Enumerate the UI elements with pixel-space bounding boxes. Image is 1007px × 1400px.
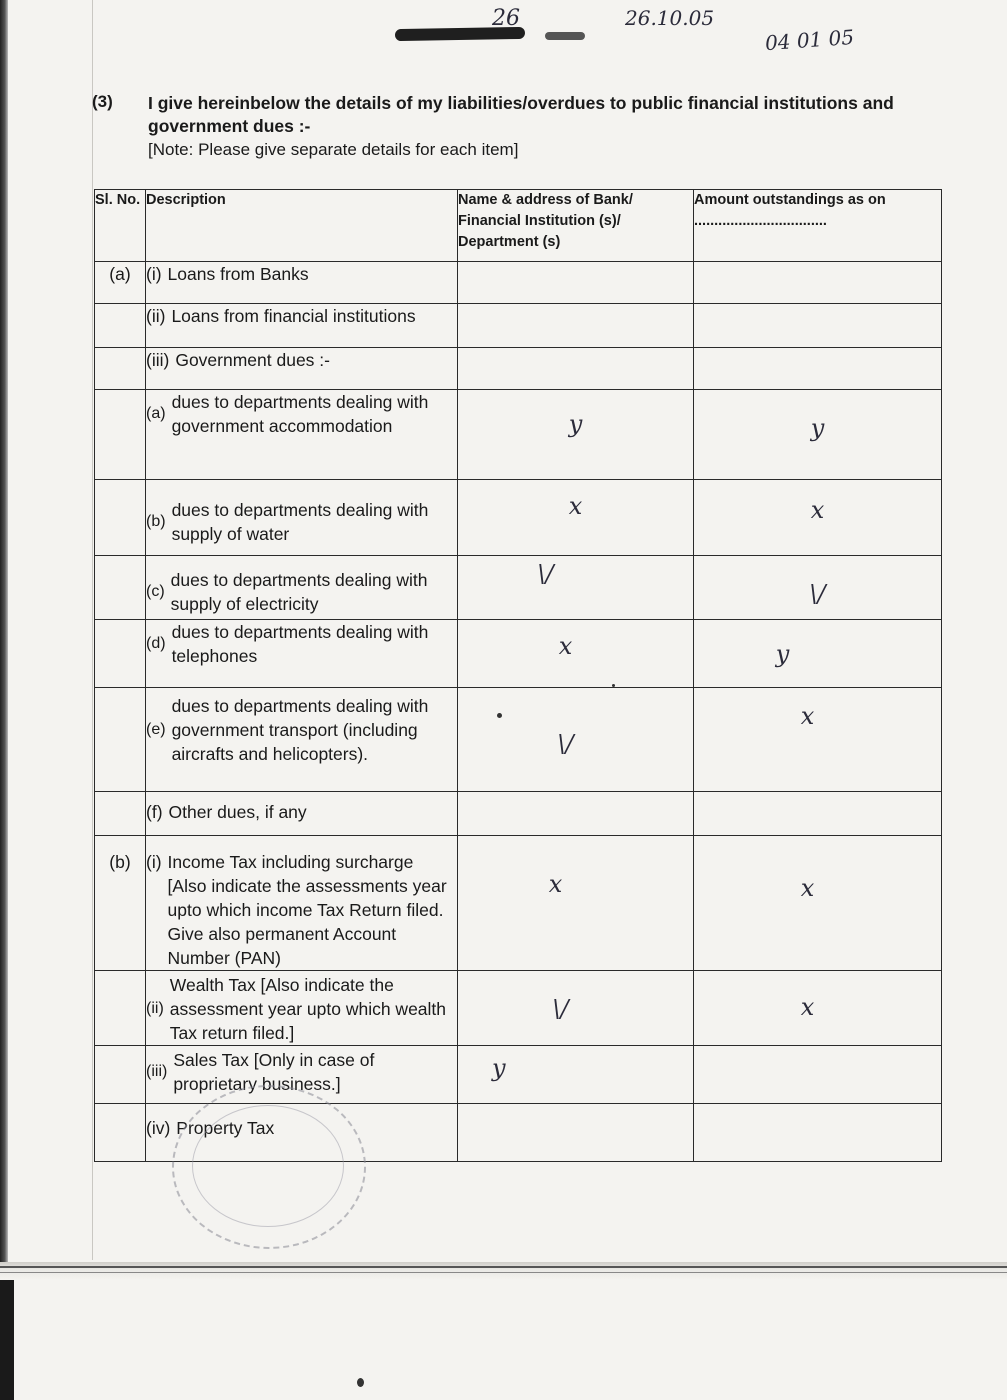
row-sl — [95, 556, 146, 620]
official-seal-inner-ring — [192, 1105, 344, 1227]
item-label: (i) — [146, 852, 162, 872]
header-bank: Name & address of Bank/ Financial Institution (s)/ Department (s) — [458, 190, 694, 262]
handwritten-scribble-2 — [545, 32, 585, 40]
row-bank-cell — [458, 1104, 694, 1162]
bank-mark: x — [558, 632, 573, 660]
row-description — [146, 620, 458, 688]
item-text: dues to departments dealing with telephones — [171, 622, 429, 666]
section-note: [Note: Please give separate details for each item] — [148, 140, 519, 159]
item-text: Government dues :- — [175, 350, 330, 370]
bank-mark: y — [492, 1054, 506, 1082]
amount-mark: x — [800, 874, 815, 902]
row-bank-cell — [458, 262, 694, 304]
bank-mark: \/ — [552, 995, 569, 1023]
table-row — [95, 556, 942, 620]
row-sl — [95, 1046, 146, 1104]
bank-mark: x — [568, 492, 583, 520]
row-bank-cell — [458, 556, 694, 620]
item-label: (ii) — [146, 1000, 164, 1017]
row-amount-cell — [694, 688, 942, 792]
bank-mark: \/ — [537, 560, 554, 588]
scan-edge-line — [0, 1266, 1007, 1268]
row-description — [146, 971, 458, 1046]
table-row — [95, 348, 942, 390]
item-label: (d) — [146, 635, 166, 652]
item-label: (b) — [146, 513, 166, 530]
scan-bottom-edge — [0, 1280, 14, 1400]
row-bank-cell — [458, 480, 694, 556]
item-label: (ii) — [146, 306, 166, 326]
item-text: Property Tax — [176, 1118, 275, 1138]
row-amount-cell — [694, 348, 942, 390]
bank-mark: x — [548, 870, 563, 898]
item-text: Loans from financial institutions — [171, 306, 416, 326]
row-sl — [95, 390, 146, 480]
row-description — [146, 792, 458, 836]
row-description — [146, 688, 458, 792]
row-bank-cell — [458, 620, 694, 688]
handwritten-note: 26 — [492, 6, 520, 31]
row-description — [146, 480, 458, 556]
row-sl: (a) — [95, 262, 146, 304]
scan-left-edge — [0, 0, 8, 1400]
table-row — [95, 390, 942, 480]
item-text: dues to departments dealing with government accommodation — [171, 392, 429, 436]
row-bank-cell — [458, 688, 694, 792]
ink-dot — [497, 713, 502, 718]
item-text: Income Tax including surcharge [Also indicate the assessments year upto which income Tax Return filed. Give also permanent Account Number (PAN) — [167, 852, 447, 968]
ink-dot — [357, 1378, 364, 1387]
item-text: Wealth Tax [Also indicate the assessment year upto which wealth Tax return filed.] — [169, 975, 447, 1043]
row-sl — [95, 304, 146, 348]
header-sl-no: Sl. No. — [95, 190, 146, 262]
ink-dot — [612, 684, 615, 687]
item-text: dues to departments dealing with government transport (including aircrafts and helicopters). — [171, 696, 429, 764]
row-sl — [95, 480, 146, 556]
table-row — [95, 480, 942, 556]
header-description: Description — [146, 190, 458, 262]
table-row — [95, 792, 942, 836]
bank-mark: y — [568, 410, 583, 438]
row-description — [146, 304, 458, 348]
item-label: (i) — [146, 264, 162, 284]
item-text: Other dues, if any — [168, 802, 307, 822]
item-label: (iii) — [146, 350, 170, 370]
table-row — [95, 971, 942, 1046]
row-sl — [95, 620, 146, 688]
table-row — [95, 262, 942, 304]
row-amount-cell — [694, 390, 942, 480]
scan-shadow — [0, 1262, 1007, 1280]
row-sl — [95, 688, 146, 792]
table-header-row — [95, 190, 942, 262]
row-amount-cell — [694, 556, 942, 620]
row-amount-cell — [694, 792, 942, 836]
row-bank-cell — [458, 836, 694, 971]
item-label: (iii) — [146, 1063, 168, 1080]
row-sl: (b) — [95, 836, 146, 971]
amount-mark: \/ — [809, 580, 826, 608]
header-amount: Amount outstandings as on ................................. — [694, 190, 942, 262]
row-bank-cell — [458, 792, 694, 836]
row-bank-cell — [458, 304, 694, 348]
row-sl — [95, 1104, 146, 1162]
row-description — [146, 348, 458, 390]
section-heading: I give hereinbelow the details of my liabilities/overdues to public financial institutions and government dues :- — [148, 93, 894, 136]
amount-mark: x — [810, 496, 825, 524]
liabilities-table — [94, 189, 942, 1162]
handwritten-date-1: 26.10.05 — [625, 6, 715, 30]
scan-edge-line-2 — [0, 1272, 1007, 1273]
row-amount-cell — [694, 304, 942, 348]
row-description — [146, 390, 458, 480]
row-description — [146, 262, 458, 304]
table-row — [95, 688, 942, 792]
row-sl — [95, 348, 146, 390]
row-amount-cell — [694, 971, 942, 1046]
table-row — [95, 836, 942, 971]
bank-mark: \/ — [557, 730, 574, 758]
amount-mark: x — [800, 702, 815, 730]
page-fold-line — [92, 0, 93, 1260]
row-amount-cell — [694, 262, 942, 304]
row-sl — [95, 792, 146, 836]
row-description — [146, 836, 458, 971]
row-description — [146, 556, 458, 620]
item-text: dues to departments dealing with supply of electricity — [170, 570, 428, 614]
item-label: (e) — [146, 721, 166, 738]
item-label: (a) — [146, 405, 166, 422]
row-bank-cell — [458, 1046, 694, 1104]
item-label: (iv) — [146, 1118, 171, 1138]
amount-mark: y — [775, 640, 790, 668]
row-amount-cell — [694, 620, 942, 688]
row-amount-cell — [694, 1104, 942, 1162]
table-row — [95, 620, 942, 688]
row-bank-cell — [458, 348, 694, 390]
item-text: Loans from Banks — [167, 264, 309, 284]
amount-mark: y — [810, 414, 825, 442]
amount-mark: x — [800, 993, 815, 1021]
row-bank-cell — [458, 971, 694, 1046]
row-amount-cell — [694, 480, 942, 556]
item-text: Sales Tax [Only in case of proprietary business.] — [173, 1050, 375, 1094]
row-bank-cell — [458, 390, 694, 480]
handwritten-date-2: 04 01 05 — [764, 24, 855, 56]
item-text: dues to departments dealing with supply of water — [171, 500, 429, 544]
item-label: (f) — [146, 802, 163, 822]
section-number: (3) — [92, 92, 113, 111]
table-row — [95, 304, 942, 348]
row-amount-cell — [694, 1046, 942, 1104]
item-label: (c) — [146, 583, 165, 600]
row-amount-cell — [694, 836, 942, 971]
row-sl — [95, 971, 146, 1046]
